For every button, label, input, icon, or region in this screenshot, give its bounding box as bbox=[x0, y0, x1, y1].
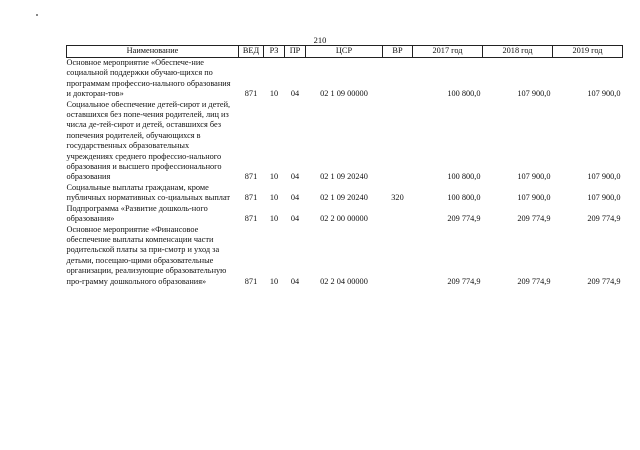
row-2018: 209 774,9 bbox=[517, 276, 551, 286]
row-name: Основное мероприятие «Финансовое обеспечение выплаты компенсации части родительской платы за при-смотр и уход за детьми, посещаю-щими образовательные организации, реализующие образовательную про-грамму дошкольного образования» bbox=[66, 224, 227, 286]
table-row bbox=[67, 204, 623, 225]
row-2017: 100 800,0 bbox=[447, 172, 481, 182]
row-rz: 10 bbox=[269, 214, 279, 224]
row-2017: 209 774,9 bbox=[447, 214, 481, 224]
header-2017: 2017 год bbox=[413, 46, 483, 58]
row-2018: 107 900,0 bbox=[517, 193, 551, 203]
row-rz: 10 bbox=[269, 89, 279, 99]
row-csr: 02 1 09 20240 bbox=[320, 193, 368, 203]
row-csr: 02 1 09 20240 bbox=[320, 172, 368, 182]
row-vr bbox=[383, 58, 413, 100]
scan-speck bbox=[36, 14, 38, 16]
row-name: Социальное обеспечение детей-сирот и детей, оставшихся без попе-чения родителей, лиц из числа де-тей-сирот и детей, оставшихся без попечения родителей, обучающихся в государственных образовательных учреждениях среднего профессио-нального образования и высшего профессионального образования bbox=[66, 99, 231, 182]
row-2019: 107 900,0 bbox=[587, 193, 621, 203]
row-csr: 02 2 04 00000 bbox=[320, 276, 368, 286]
row-pr: 04 bbox=[290, 214, 300, 224]
row-rz: 10 bbox=[269, 172, 279, 182]
row-ved: 871 bbox=[244, 214, 258, 224]
page-number: 210 bbox=[313, 35, 327, 45]
table-row bbox=[67, 100, 623, 183]
row-pr: 04 bbox=[290, 172, 300, 182]
row-2017: 100 800,0 bbox=[447, 193, 481, 203]
row-vr: 320 bbox=[391, 193, 404, 203]
row-ved: 871 bbox=[244, 276, 258, 286]
row-pr: 04 bbox=[290, 89, 300, 99]
budget-table bbox=[66, 45, 623, 287]
row-ved: 871 bbox=[244, 193, 258, 203]
row-csr: 02 2 00 00000 bbox=[320, 214, 368, 224]
row-name: Социальные выплаты гражданам, кроме публичных нормативных со-циальных выплат bbox=[66, 182, 231, 203]
row-csr: 02 1 09 00000 bbox=[320, 89, 368, 99]
row-ved: 871 bbox=[244, 172, 258, 182]
row-2019: 209 774,9 bbox=[587, 276, 621, 286]
row-2019: 209 774,9 bbox=[587, 214, 621, 224]
row-vr bbox=[383, 204, 413, 225]
table-row bbox=[67, 58, 623, 100]
row-2019: 107 900,0 bbox=[587, 172, 621, 182]
header-csr: ЦСР bbox=[306, 46, 383, 58]
header-pr: ПР bbox=[285, 46, 306, 58]
row-name: Основное мероприятие «Обеспече-ние социальной поддержки обучаю-щихся по программам профессио-нального образования и докторан-тов» bbox=[66, 58, 231, 99]
row-name: Подпрограмма «Развитие дошколь-ного образования» bbox=[66, 203, 208, 224]
row-2019: 107 900,0 bbox=[587, 89, 621, 99]
row-vr bbox=[383, 100, 413, 183]
row-ved: 871 bbox=[244, 89, 258, 99]
row-2017: 100 800,0 bbox=[447, 89, 481, 99]
header-name: Наименование bbox=[67, 46, 239, 58]
row-2018: 107 900,0 bbox=[517, 172, 551, 182]
row-pr: 04 bbox=[290, 276, 300, 286]
header-2019: 2019 год bbox=[553, 46, 623, 58]
row-rz: 10 bbox=[269, 193, 279, 203]
header-2018: 2018 год bbox=[483, 46, 553, 58]
table-row bbox=[67, 225, 623, 287]
row-rz: 10 bbox=[269, 276, 279, 286]
row-vr bbox=[383, 225, 413, 287]
header-vr: ВР bbox=[383, 46, 413, 58]
row-2017: 209 774,9 bbox=[447, 276, 481, 286]
row-2018: 209 774,9 bbox=[517, 214, 551, 224]
row-pr: 04 bbox=[290, 193, 300, 203]
header-rz: РЗ bbox=[264, 46, 285, 58]
row-2018: 107 900,0 bbox=[517, 89, 551, 99]
header-ved: ВЕД bbox=[239, 46, 264, 58]
table-header bbox=[67, 46, 623, 58]
table-row bbox=[67, 183, 623, 204]
